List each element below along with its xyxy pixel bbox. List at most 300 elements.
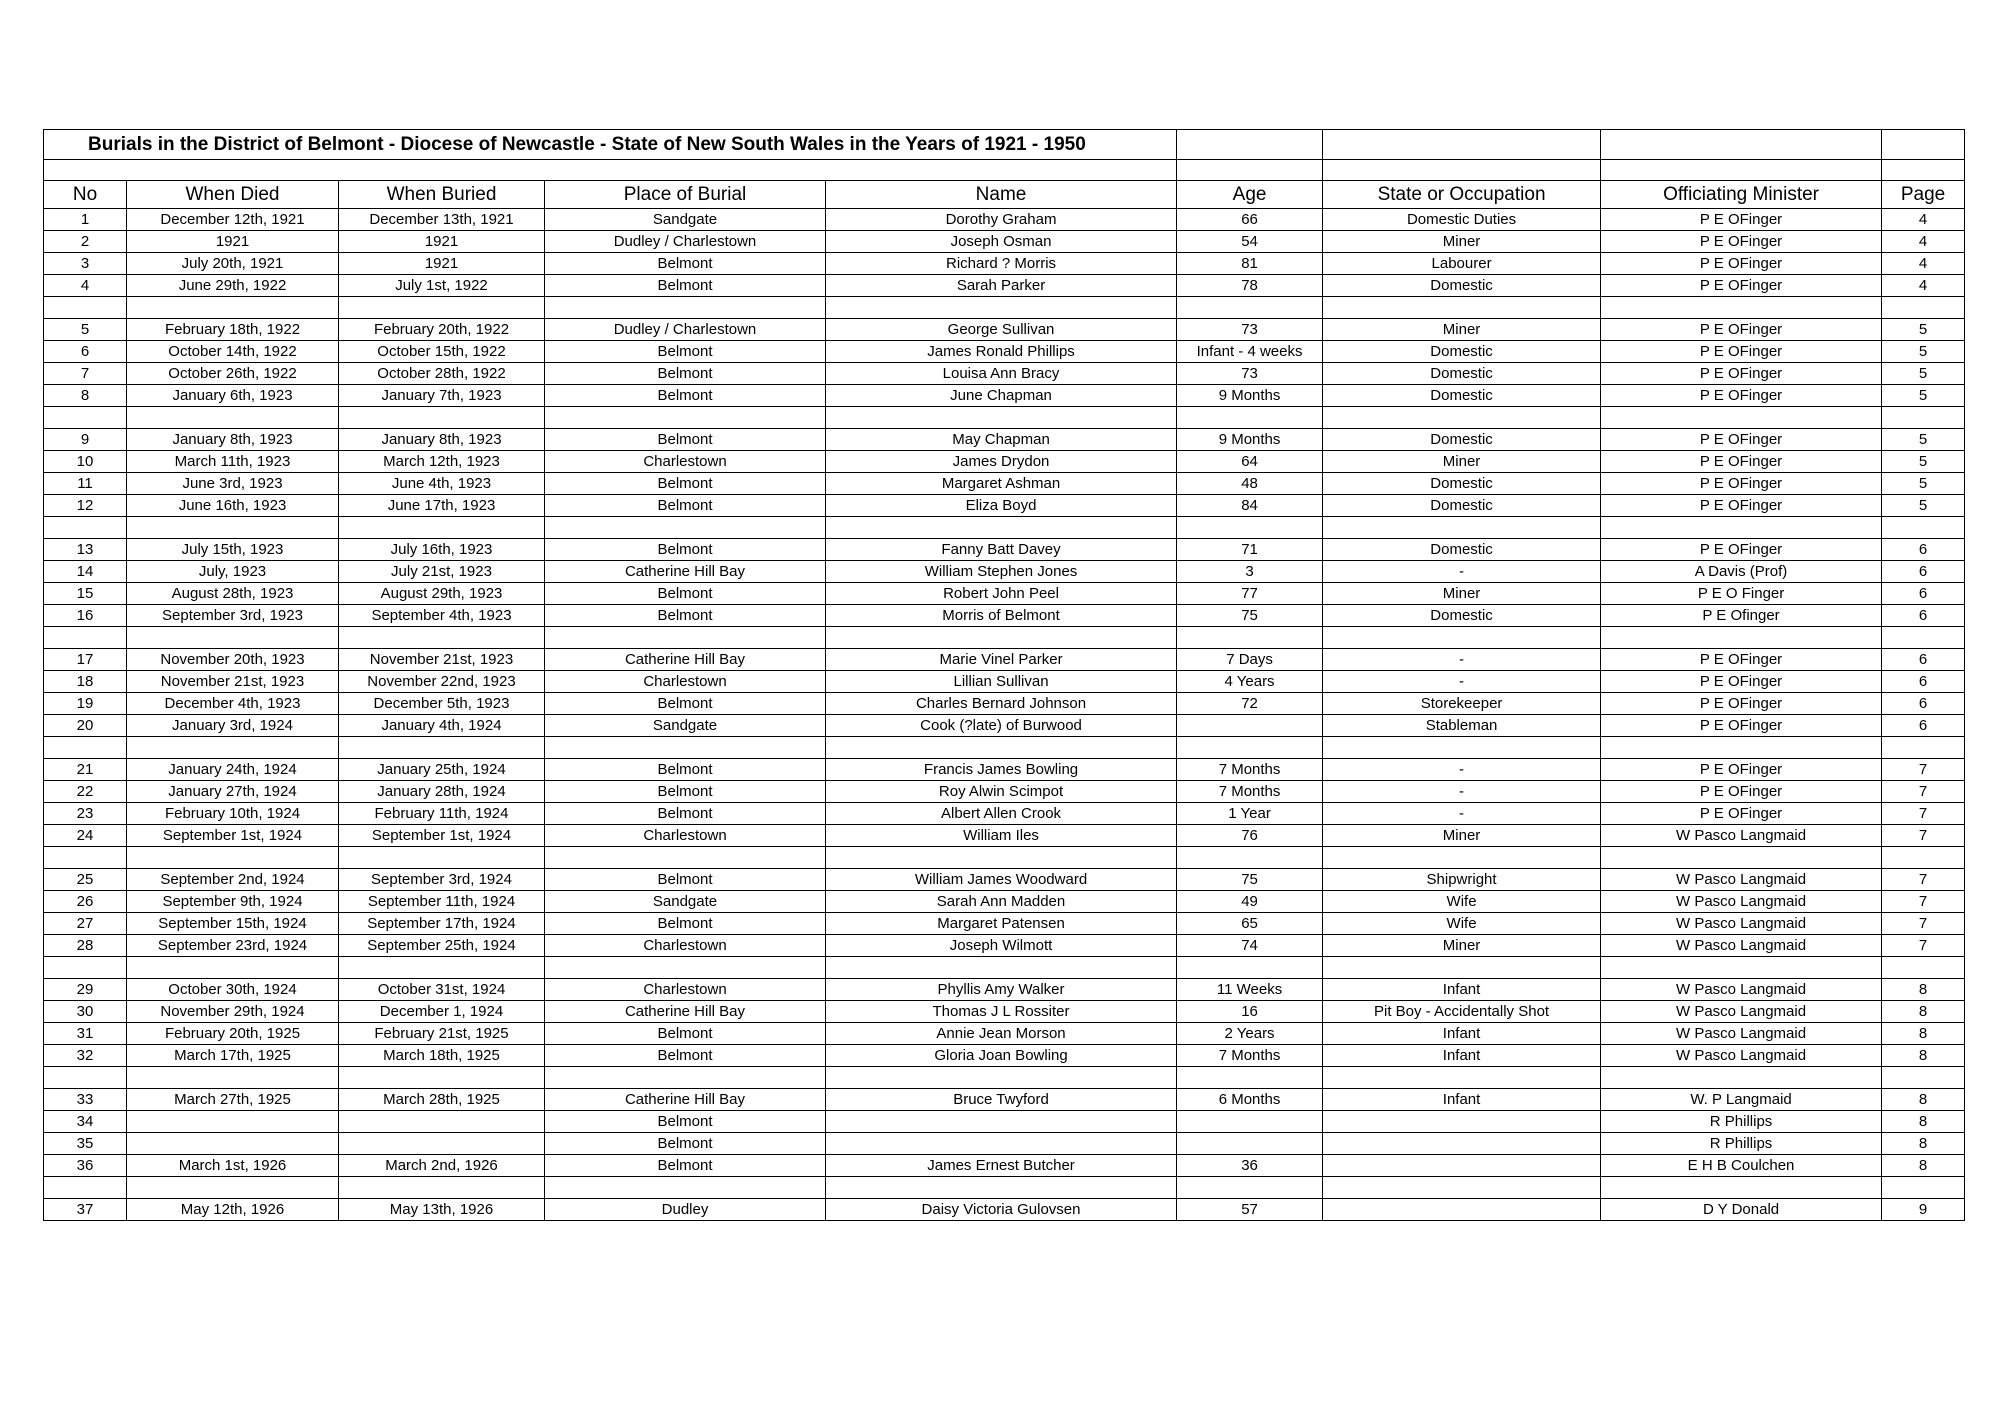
cell-occupation: - <box>1323 759 1601 781</box>
cell-page: 7 <box>1882 781 1965 803</box>
cell-minister: P E OFinger <box>1601 649 1882 671</box>
cell-no: 8 <box>44 385 127 407</box>
cell-place-of-burial: Catherine Hill Bay <box>545 561 826 583</box>
cell-place-of-burial: Belmont <box>545 781 826 803</box>
cell-age: 11 Weeks <box>1177 979 1323 1001</box>
empty-cell <box>545 407 826 429</box>
cell-page: 8 <box>1882 1133 1965 1155</box>
cell-place-of-burial: Belmont <box>545 539 826 561</box>
empty-cell <box>1882 1177 1965 1199</box>
cell-when-buried: October 28th, 1922 <box>339 363 545 385</box>
empty-cell <box>1323 407 1601 429</box>
cell-when-buried <box>339 1111 545 1133</box>
empty-cell <box>127 957 339 979</box>
cell-page: 4 <box>1882 231 1965 253</box>
empty-cell <box>44 737 127 759</box>
cell-page: 7 <box>1882 869 1965 891</box>
cell-occupation: Domestic <box>1323 385 1601 407</box>
cell-no: 15 <box>44 583 127 605</box>
empty-cell <box>826 957 1177 979</box>
cell-name <box>826 1133 1177 1155</box>
cell-when-died: March 17th, 1925 <box>127 1045 339 1067</box>
cell-place-of-burial: Belmont <box>545 913 826 935</box>
blank-separator-row <box>44 1177 1965 1199</box>
cell-page: 7 <box>1882 891 1965 913</box>
blank-separator-row <box>44 517 1965 539</box>
empty-cell <box>339 847 545 869</box>
cell-age: 7 Months <box>1177 759 1323 781</box>
cell-age: 73 <box>1177 319 1323 341</box>
cell-minister: W Pasco Langmaid <box>1601 979 1882 1001</box>
cell-no: 14 <box>44 561 127 583</box>
cell-age: 72 <box>1177 693 1323 715</box>
cell-when-buried: December 13th, 1921 <box>339 209 545 231</box>
burial-record-row <box>44 473 1965 495</box>
cell-name: William Iles <box>826 825 1177 847</box>
cell-minister: P E OFinger <box>1601 363 1882 385</box>
cell-occupation <box>1323 1199 1601 1221</box>
cell-no: 7 <box>44 363 127 385</box>
cell-minister: P E OFinger <box>1601 451 1882 473</box>
cell-place-of-burial: Sandgate <box>545 715 826 737</box>
cell-when-died <box>127 1133 339 1155</box>
empty-cell <box>826 297 1177 319</box>
cell-age: 78 <box>1177 275 1323 297</box>
cell-when-buried: May 13th, 1926 <box>339 1199 545 1221</box>
cell-age: 4 Years <box>1177 671 1323 693</box>
blank-separator-row <box>44 407 1965 429</box>
empty-cell <box>1882 627 1965 649</box>
cell-when-died: July 20th, 1921 <box>127 253 339 275</box>
cell-place-of-burial: Belmont <box>545 1023 826 1045</box>
cell-when-buried: July 16th, 1923 <box>339 539 545 561</box>
cell-occupation: Domestic <box>1323 495 1601 517</box>
empty-cell <box>1882 1067 1965 1089</box>
burial-record-row <box>44 979 1965 1001</box>
empty-cell <box>339 407 545 429</box>
cell-age: 57 <box>1177 1199 1323 1221</box>
column-header-row <box>44 181 1965 209</box>
empty-cell <box>1882 407 1965 429</box>
cell-occupation: Miner <box>1323 319 1601 341</box>
cell-minister: D Y Donald <box>1601 1199 1882 1221</box>
empty-cell <box>127 1177 339 1199</box>
cell-occupation: Domestic <box>1323 473 1601 495</box>
cell-place-of-burial: Catherine Hill Bay <box>545 1001 826 1023</box>
cell-minister: P E OFinger <box>1601 781 1882 803</box>
cell-name: James Ronald Phillips <box>826 341 1177 363</box>
cell-page: 6 <box>1882 649 1965 671</box>
burial-record-row <box>44 429 1965 451</box>
cell-page: 5 <box>1882 385 1965 407</box>
cell-age: 16 <box>1177 1001 1323 1023</box>
burial-record-row <box>44 869 1965 891</box>
cell-page: 6 <box>1882 561 1965 583</box>
cell-age: Infant - 4 weeks <box>1177 341 1323 363</box>
cell-when-died: September 3rd, 1923 <box>127 605 339 627</box>
cell-no: 20 <box>44 715 127 737</box>
burial-record-row <box>44 781 1965 803</box>
empty-cell <box>44 1067 127 1089</box>
cell-when-died: 1921 <box>127 231 339 253</box>
cell-place-of-burial: Sandgate <box>545 891 826 913</box>
cell-name: Joseph Wilmott <box>826 935 1177 957</box>
cell-name: James Drydon <box>826 451 1177 473</box>
cell-page: 5 <box>1882 473 1965 495</box>
cell-when-buried: January 8th, 1923 <box>339 429 545 451</box>
column-header-name: Name <box>826 181 1177 209</box>
empty-cell <box>1601 627 1882 649</box>
empty-cell <box>1323 297 1601 319</box>
blank-separator-row <box>44 1067 1965 1089</box>
burials-register-table <box>43 129 1965 1221</box>
cell-occupation: Shipwright <box>1323 869 1601 891</box>
cell-minister: W. P Langmaid <box>1601 1089 1882 1111</box>
empty-cell <box>339 297 545 319</box>
cell-minister: P E OFinger <box>1601 253 1882 275</box>
cell-page: 6 <box>1882 583 1965 605</box>
burial-record-row <box>44 693 1965 715</box>
cell-age: 48 <box>1177 473 1323 495</box>
cell-no: 31 <box>44 1023 127 1045</box>
cell-age: 81 <box>1177 253 1323 275</box>
cell-page: 4 <box>1882 275 1965 297</box>
burial-record-row <box>44 825 1965 847</box>
cell-place-of-burial: Belmont <box>545 385 826 407</box>
empty-cell <box>44 407 127 429</box>
cell-name: Bruce Twyford <box>826 1089 1177 1111</box>
cell-page: 6 <box>1882 715 1965 737</box>
cell-occupation: Domestic <box>1323 275 1601 297</box>
cell-when-buried: February 20th, 1922 <box>339 319 545 341</box>
cell-no: 4 <box>44 275 127 297</box>
cell-page: 6 <box>1882 605 1965 627</box>
cell-no: 25 <box>44 869 127 891</box>
empty-cell <box>1177 297 1323 319</box>
cell-occupation: Domestic <box>1323 539 1601 561</box>
empty-cell <box>1882 957 1965 979</box>
cell-page: 5 <box>1882 495 1965 517</box>
cell-occupation: Stableman <box>1323 715 1601 737</box>
empty-cell <box>1177 160 1323 181</box>
cell-occupation <box>1323 1111 1601 1133</box>
cell-age <box>1177 715 1323 737</box>
cell-when-buried: December 5th, 1923 <box>339 693 545 715</box>
cell-occupation: Infant <box>1323 1089 1601 1111</box>
cell-when-buried: July 1st, 1922 <box>339 275 545 297</box>
cell-place-of-burial: Belmont <box>545 869 826 891</box>
burial-record-row <box>44 209 1965 231</box>
empty-cell <box>44 847 127 869</box>
empty-cell <box>1177 130 1323 160</box>
cell-occupation: - <box>1323 649 1601 671</box>
cell-name: Fanny Batt Davey <box>826 539 1177 561</box>
cell-when-died: August 28th, 1923 <box>127 583 339 605</box>
cell-name: George Sullivan <box>826 319 1177 341</box>
cell-occupation: Wife <box>1323 913 1601 935</box>
cell-place-of-burial: Belmont <box>545 693 826 715</box>
cell-name: June Chapman <box>826 385 1177 407</box>
burial-record-row <box>44 935 1965 957</box>
empty-cell <box>127 1067 339 1089</box>
cell-name: Dorothy Graham <box>826 209 1177 231</box>
cell-name: Daisy Victoria Gulovsen <box>826 1199 1177 1221</box>
spacer-row <box>44 160 1965 181</box>
empty-cell <box>1601 957 1882 979</box>
cell-minister: R Phillips <box>1601 1133 1882 1155</box>
cell-when-buried: August 29th, 1923 <box>339 583 545 605</box>
register-body <box>44 130 1965 1221</box>
cell-name: Cook (?late) of Burwood <box>826 715 1177 737</box>
cell-page: 7 <box>1882 935 1965 957</box>
cell-no: 19 <box>44 693 127 715</box>
empty-cell <box>1323 627 1601 649</box>
cell-when-died: September 9th, 1924 <box>127 891 339 913</box>
cell-page: 7 <box>1882 803 1965 825</box>
empty-cell <box>127 407 339 429</box>
empty-cell <box>339 517 545 539</box>
cell-minister: P E OFinger <box>1601 319 1882 341</box>
burial-record-row <box>44 583 1965 605</box>
burial-record-row <box>44 1133 1965 1155</box>
empty-cell <box>545 847 826 869</box>
cell-age: 36 <box>1177 1155 1323 1177</box>
cell-age: 77 <box>1177 583 1323 605</box>
burial-record-row <box>44 495 1965 517</box>
cell-when-buried: July 21st, 1923 <box>339 561 545 583</box>
cell-when-died: December 4th, 1923 <box>127 693 339 715</box>
empty-cell <box>1601 160 1882 181</box>
cell-occupation: Domestic <box>1323 363 1601 385</box>
empty-cell <box>826 1067 1177 1089</box>
cell-no: 35 <box>44 1133 127 1155</box>
cell-occupation: Miner <box>1323 451 1601 473</box>
empty-cell <box>44 160 1177 181</box>
burial-record-row <box>44 539 1965 561</box>
cell-occupation: Pit Boy - Accidentally Shot <box>1323 1001 1601 1023</box>
cell-page: 5 <box>1882 341 1965 363</box>
cell-when-died: October 26th, 1922 <box>127 363 339 385</box>
cell-when-buried: January 7th, 1923 <box>339 385 545 407</box>
empty-cell <box>545 737 826 759</box>
cell-minister: P E OFinger <box>1601 693 1882 715</box>
cell-name <box>826 1111 1177 1133</box>
blank-separator-row <box>44 627 1965 649</box>
cell-place-of-burial: Belmont <box>545 275 826 297</box>
column-header-page: Page <box>1882 181 1965 209</box>
cell-name: Lillian Sullivan <box>826 671 1177 693</box>
cell-minister: P E OFinger <box>1601 231 1882 253</box>
cell-when-buried: November 21st, 1923 <box>339 649 545 671</box>
cell-name: Joseph Osman <box>826 231 1177 253</box>
cell-when-buried: March 12th, 1923 <box>339 451 545 473</box>
cell-when-died: February 20th, 1925 <box>127 1023 339 1045</box>
empty-cell <box>1601 847 1882 869</box>
empty-cell <box>127 627 339 649</box>
cell-name: Margaret Ashman <box>826 473 1177 495</box>
cell-occupation <box>1323 1133 1601 1155</box>
cell-when-died: September 2nd, 1924 <box>127 869 339 891</box>
empty-cell <box>1177 407 1323 429</box>
cell-place-of-burial: Charlestown <box>545 935 826 957</box>
cell-occupation: - <box>1323 561 1601 583</box>
cell-name: James Ernest Butcher <box>826 1155 1177 1177</box>
cell-page: 8 <box>1882 1111 1965 1133</box>
empty-cell <box>1882 130 1965 160</box>
empty-cell <box>545 1067 826 1089</box>
cell-when-buried: September 11th, 1924 <box>339 891 545 913</box>
empty-cell <box>1323 130 1601 160</box>
cell-occupation: Domestic <box>1323 429 1601 451</box>
cell-when-died: November 29th, 1924 <box>127 1001 339 1023</box>
cell-place-of-burial: Charlestown <box>545 979 826 1001</box>
cell-when-died: January 6th, 1923 <box>127 385 339 407</box>
cell-age: 74 <box>1177 935 1323 957</box>
cell-no: 21 <box>44 759 127 781</box>
empty-cell <box>339 627 545 649</box>
cell-when-buried: March 18th, 1925 <box>339 1045 545 1067</box>
cell-no: 37 <box>44 1199 127 1221</box>
cell-occupation: - <box>1323 803 1601 825</box>
cell-when-buried: June 17th, 1923 <box>339 495 545 517</box>
cell-when-died: February 10th, 1924 <box>127 803 339 825</box>
cell-no: 13 <box>44 539 127 561</box>
cell-minister: P E Ofinger <box>1601 605 1882 627</box>
cell-page: 8 <box>1882 979 1965 1001</box>
cell-minister: P E OFinger <box>1601 209 1882 231</box>
empty-cell <box>1177 1067 1323 1089</box>
cell-occupation: Infant <box>1323 1045 1601 1067</box>
cell-page: 8 <box>1882 1001 1965 1023</box>
cell-name: Sarah Ann Madden <box>826 891 1177 913</box>
burial-record-row <box>44 319 1965 341</box>
cell-page: 8 <box>1882 1155 1965 1177</box>
column-header-age: Age <box>1177 181 1323 209</box>
cell-place-of-burial: Dudley / Charlestown <box>545 319 826 341</box>
empty-cell <box>1601 737 1882 759</box>
cell-place-of-burial: Belmont <box>545 759 826 781</box>
cell-name: Albert Allen Crook <box>826 803 1177 825</box>
cell-no: 6 <box>44 341 127 363</box>
cell-occupation: Wife <box>1323 891 1601 913</box>
cell-age: 6 Months <box>1177 1089 1323 1111</box>
cell-minister: P E OFinger <box>1601 803 1882 825</box>
empty-cell <box>1882 297 1965 319</box>
cell-minister: P E OFinger <box>1601 715 1882 737</box>
empty-cell <box>1177 627 1323 649</box>
cell-name: Thomas J L Rossiter <box>826 1001 1177 1023</box>
cell-when-died: September 1st, 1924 <box>127 825 339 847</box>
cell-name: Sarah Parker <box>826 275 1177 297</box>
cell-when-buried: September 25th, 1924 <box>339 935 545 957</box>
blank-separator-row <box>44 847 1965 869</box>
cell-when-died: January 8th, 1923 <box>127 429 339 451</box>
cell-name: Richard ? Morris <box>826 253 1177 275</box>
burial-record-row <box>44 1023 1965 1045</box>
cell-age: 9 Months <box>1177 429 1323 451</box>
cell-minister: P E OFinger <box>1601 473 1882 495</box>
cell-place-of-burial: Charlestown <box>545 451 826 473</box>
burial-record-row <box>44 715 1965 737</box>
cell-name: Morris of Belmont <box>826 605 1177 627</box>
burial-record-row <box>44 253 1965 275</box>
empty-cell <box>826 847 1177 869</box>
empty-cell <box>339 1177 545 1199</box>
cell-when-died: May 12th, 1926 <box>127 1199 339 1221</box>
cell-when-buried: September 1st, 1924 <box>339 825 545 847</box>
empty-cell <box>1323 1177 1601 1199</box>
cell-name: Roy Alwin Scimpot <box>826 781 1177 803</box>
cell-when-died: December 12th, 1921 <box>127 209 339 231</box>
cell-when-died: July 15th, 1923 <box>127 539 339 561</box>
cell-page: 5 <box>1882 363 1965 385</box>
cell-no: 26 <box>44 891 127 913</box>
empty-cell <box>1323 1067 1601 1089</box>
empty-cell <box>1177 847 1323 869</box>
cell-place-of-burial: Belmont <box>545 341 826 363</box>
cell-minister: W Pasco Langmaid <box>1601 825 1882 847</box>
empty-cell <box>1323 517 1601 539</box>
cell-name: Louisa Ann Bracy <box>826 363 1177 385</box>
empty-cell <box>1323 847 1601 869</box>
cell-when-buried: September 4th, 1923 <box>339 605 545 627</box>
burial-record-row <box>44 671 1965 693</box>
burial-record-row <box>44 275 1965 297</box>
cell-when-buried: January 4th, 1924 <box>339 715 545 737</box>
cell-age: 73 <box>1177 363 1323 385</box>
burial-record-row <box>44 385 1965 407</box>
cell-when-died: September 23rd, 1924 <box>127 935 339 957</box>
cell-name: Robert John Peel <box>826 583 1177 605</box>
cell-minister: W Pasco Langmaid <box>1601 1045 1882 1067</box>
cell-no: 36 <box>44 1155 127 1177</box>
cell-minister: P E OFinger <box>1601 275 1882 297</box>
column-header-no: No <box>44 181 127 209</box>
cell-page: 6 <box>1882 693 1965 715</box>
cell-when-died: January 3rd, 1924 <box>127 715 339 737</box>
cell-page: 5 <box>1882 319 1965 341</box>
cell-occupation: Domestic Duties <box>1323 209 1601 231</box>
cell-no: 28 <box>44 935 127 957</box>
cell-place-of-burial: Belmont <box>545 429 826 451</box>
cell-name: William Stephen Jones <box>826 561 1177 583</box>
burial-record-row <box>44 649 1965 671</box>
empty-cell <box>1323 160 1601 181</box>
cell-age: 7 Days <box>1177 649 1323 671</box>
cell-page: 9 <box>1882 1199 1965 1221</box>
cell-name: Annie Jean Morson <box>826 1023 1177 1045</box>
burial-record-row <box>44 231 1965 253</box>
cell-when-died: November 20th, 1923 <box>127 649 339 671</box>
empty-cell <box>545 1177 826 1199</box>
burial-record-row <box>44 561 1965 583</box>
empty-cell <box>44 627 127 649</box>
cell-name: William James Woodward <box>826 869 1177 891</box>
cell-place-of-burial: Belmont <box>545 1133 826 1155</box>
empty-cell <box>1177 1177 1323 1199</box>
cell-minister: W Pasco Langmaid <box>1601 1023 1882 1045</box>
cell-minister: P E OFinger <box>1601 671 1882 693</box>
burial-record-row <box>44 605 1965 627</box>
cell-age <box>1177 1111 1323 1133</box>
empty-cell <box>1882 517 1965 539</box>
cell-when-buried: September 3rd, 1924 <box>339 869 545 891</box>
blank-separator-row <box>44 297 1965 319</box>
cell-age: 75 <box>1177 605 1323 627</box>
cell-name: Margaret Patensen <box>826 913 1177 935</box>
cell-no: 34 <box>44 1111 127 1133</box>
empty-cell <box>1601 297 1882 319</box>
